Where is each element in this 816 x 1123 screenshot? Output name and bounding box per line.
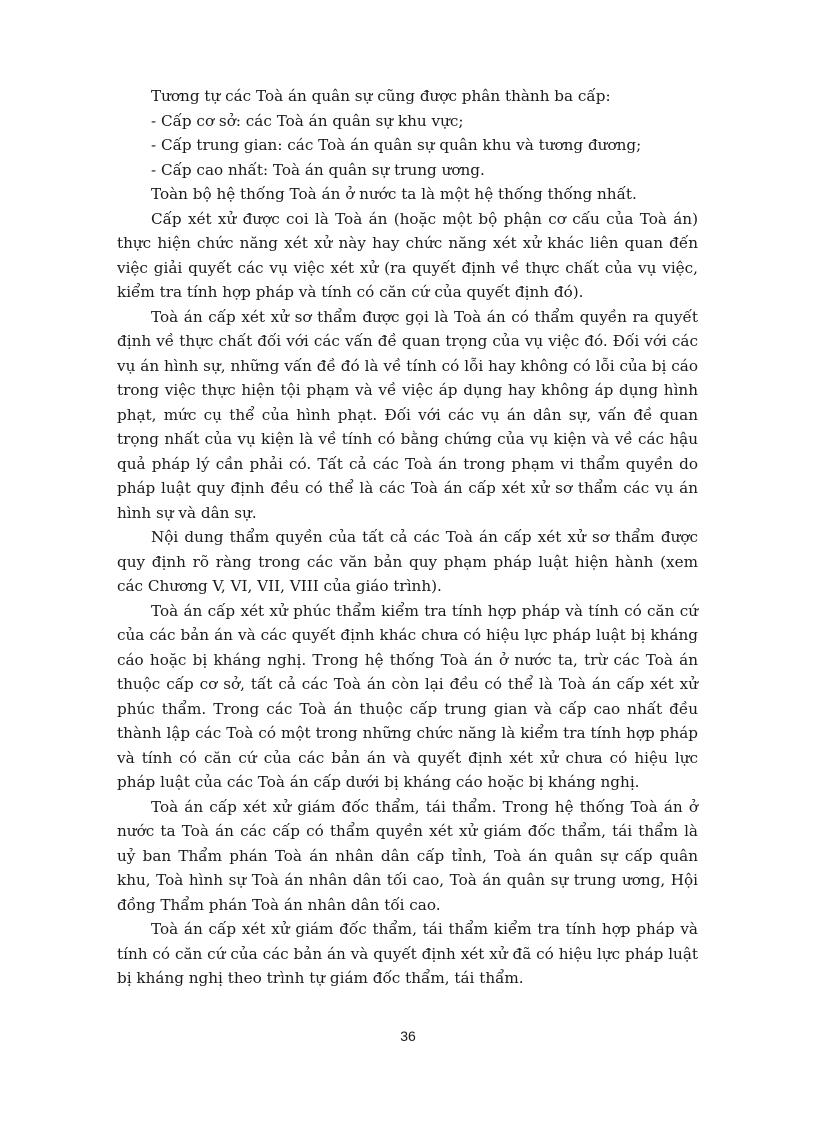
paragraph-cassation-review: Toà án cấp xét xử giám đốc thẩm, tái thẩm kiểm tra tính hợp pháp và tính có căn cứ của các bản án và quyết định xét xử đã có hiệu lực pháp luật bị kháng nghị theo trình tự giám đốc thẩm, tái thẩm. [117, 920, 698, 987]
document-body [117, 84, 698, 991]
list-item-base-level: - Cấp cơ sở: các Toà án quân sự khu vực; [151, 111, 464, 130]
page-number: 36 [400, 1028, 416, 1044]
list-item-highest-level: - Cấp cao nhất: Toà án quân sự trung ương. [151, 160, 485, 179]
paragraph-unified-system: Toàn bộ hệ thống Toà án ở nước ta là một hệ thống thống nhất. [151, 185, 637, 203]
paragraph-appellate: Toà án cấp xét xử phúc thẩm kiểm tra tính hợp pháp và tính có căn cứ của các bản án và các quyết định khác chưa có hiệu lực pháp luật bị kháng cáo hoặc bị kháng nghị. Trong hệ thống Toà án ở nước ta, trừ các Toà án thuộc cấp cơ sở, tất cả các Toà án còn lại đều có thể là Toà án cấp xét xử phúc thẩm. Trong các Toà án thuộc cấp trung gian và cấp cao nhất đều thành lập các Toà có một trong những chức năng là kiểm tra tính hợp pháp và tính có căn cứ của các bản án và quyết định xét xử chưa có hiệu lực pháp luật của các Toà án cấp dưới bị kháng cáo hoặc bị kháng nghị. [117, 601, 698, 791]
paragraph-military-courts-intro: Tương tự các Toà án quân sự cũng được phân thành ba cấp: [151, 87, 611, 105]
paragraph-trial-level-definition: Cấp xét xử được coi là Toà án (hoặc một bộ phận cơ cấu của Toà án) thực hiện chức năng xét xử này hay chức năng xét xử khác liên quan đến việc giải quyết các vụ việc xét xử (ra quyết định về thực chất của vụ việc, kiểm tra tính hợp pháp và tính có căn cứ của quyết định đó). [117, 209, 698, 301]
list-item-intermediate-level: - Cấp trung gian: các Toà án quân sự quân khu và tương đương; [151, 136, 642, 154]
paragraph-first-instance: Toà án cấp xét xử sơ thẩm được gọi là Toà án có thẩm quyền ra quyết định về thực chất đối với các vấn đề quan trọng của vụ việc đó. Đối với các vụ án hình sự, những vấn đề đó là về tính có lỗi hay không có lỗi của bị cáo trong việc thực hiện tội phạm và về việc áp dụng hay không áp dụng hình phạt, mức cụ thể của hình phạt. Đối với các vụ án dân sự, vấn đề quan trọng nhất của vụ kiện là về tính có bằng chứng của vụ kiện và về các hậu quả pháp lý cần phải có. Tất cả các Toà án trong phạm vi thẩm quyền do pháp luật quy định đều có thể là các Toà án cấp xét xử sơ thẩm các vụ án hình sự và dân sự. [117, 307, 698, 522]
paragraph-first-instance-jurisdiction: Nội dung thẩm quyền của tất cả các Toà án cấp xét xử sơ thẩm được quy định rõ ràng trong các văn bản quy phạm pháp luật hiện hành (xem các Chương V, VI, VII, VIII của giáo trình). [117, 528, 698, 595]
paragraph-cassation-reopening: Toà án cấp xét xử giám đốc thẩm, tái thẩm. Trong hệ thống Toà án ở nước ta Toà án các cấp có thẩm quyền xét xử giám đốc thẩm, tái thẩm là uỷ ban Thẩm phán Toà án nhân dân cấp tỉnh, Toà án quân sự cấp quân khu, Toà hình sự Toà án nhân dân tối cao, Toà án quân sự trung ương, Hội đồng Thẩm phán Toà án nhân dân tối cao. [117, 797, 698, 914]
